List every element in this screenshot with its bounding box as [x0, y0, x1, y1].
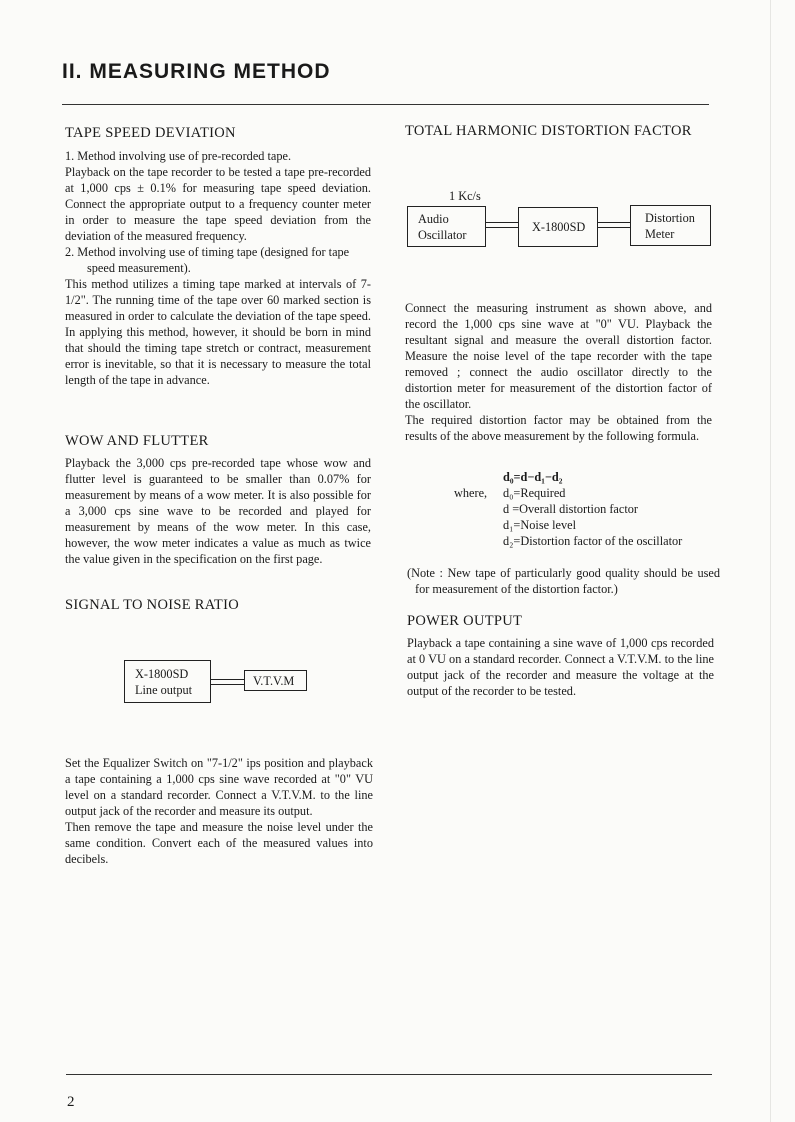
thd-para2: The required distortion factor may be obtained from the results of the above measurement by the following formula.: [405, 413, 712, 443]
thd-connector-left: [486, 222, 518, 228]
tape-speed-item1: 1. Method involving use of pre-recorded tape.: [65, 149, 292, 163]
snr-meter-box: [244, 670, 307, 691]
thd-body: [405, 300, 712, 444]
tape-speed-heading: TAPE SPEED DEVIATION: [65, 125, 236, 141]
thd-meter-line1: Distortion: [645, 210, 695, 225]
tape-speed-item2: 2. Method involving use of timing tape (designed for tape speed measurement).: [65, 245, 350, 275]
thd-frequency-label: 1 Kc/s: [449, 189, 481, 203]
formula-equation: d₀=d−d₁−d₂: [503, 470, 563, 484]
snr-body: [65, 755, 373, 867]
snr-source-line1: X-1800SD: [135, 666, 189, 681]
bottom-rule: [66, 1074, 712, 1075]
snr-meter-label: V.T.V.M: [253, 673, 295, 688]
power-output-para: Playback a tape containing a sine wave of 1,000 cps recorded at 0 VU on a standard recorder. Connect a V.T.V.M. to the line output jack of the recorder and measure the voltage at the output of the recorder to be tested.: [407, 636, 714, 698]
thd-device-box: [518, 207, 598, 247]
tape-speed-para1: Playback on the tape recorder to be tested a tape pre-recorded at 1,000 cps ± 0.1% for measuring tape speed deviation. Connect the appropriate output to a frequency counter meter in order to measure the tape speed deviation from the deviation of the measured frequency.: [65, 165, 371, 243]
power-output-heading: POWER OUTPUT: [407, 613, 523, 629]
tape-speed-para2: This method utilizes a timing tape marked at intervals of 7-1/2". The running time of the tape over 60 marked section is measured in order to calculate the deviation of the tape speed. In applying this method, however, it should be born in mind that should the timing tape stretch or contract, measurement error is inevitable, so that it is necessary to measure the total length of the tape in advance.: [65, 277, 371, 387]
snr-heading: SIGNAL TO NOISE RATIO: [65, 597, 239, 613]
formula-def1: d =Overall distortion factor: [503, 502, 638, 516]
top-rule: [62, 104, 709, 105]
thd-meter-line2: Meter: [645, 226, 675, 241]
snr-para2: Then remove the tape and measure the noise level under the same condition. Convert each of the measured values into decibels.: [65, 820, 373, 866]
snr-para1: Set the Equalizer Switch on "7-1/2" ips position and playback a tape containing a 1,000 cps sine wave recorded at "0" VU level on a standard recorder. Connect a V.T.V.M. to the line output jack of the recorder and measure its output.: [65, 756, 373, 818]
thd-meter-box: [630, 205, 711, 246]
formula-def2: d₁=Noise level: [503, 518, 577, 532]
thd-heading: TOTAL HARMONIC DISTORTION FACTOR: [405, 123, 692, 139]
thd-para1: Connect the measuring instrument as shown above, and record the 1,000 cps sine wave at "0" VU. Playback the resultant signal and measure the overall distortion factor. Measure the noise level of the tape recorder with the tape removed ; connect the audio oscillator directly to the distortion meter for measurement of the distortion factor of the oscillator.: [405, 301, 712, 411]
page-number: 2: [67, 1094, 75, 1110]
wow-flutter-heading: WOW AND FLUTTER: [65, 433, 209, 449]
snr-source-line2: Line output: [135, 682, 193, 697]
snr-connector: [211, 679, 244, 685]
thd-note: (Note : New tape of particularly good quality should be used for measurement of the distortion factor.): [407, 566, 720, 596]
thd-connector-right: [598, 222, 630, 228]
formula-def3: d₂=Distortion factor of the oscillator: [503, 534, 683, 548]
thd-oscillator-box: [407, 206, 486, 247]
wow-flutter-para: Playback the 3,000 cps pre-recorded tape whose wow and flutter level is guaranteed to be smaller than 0.07% for measurement by means of a wow meter. It is also possible for a 3,000 cps sine wave to be recorded and played for measurement by means of the wow meter. In this case, however, the wow meter indicates a value as much as twice the value given in the specification on the first page.: [65, 456, 371, 566]
thd-oscillator-line2: Oscillator: [418, 227, 467, 242]
formula-where-label: where,: [454, 486, 488, 500]
scan-edge-mark: [770, 0, 771, 1122]
formula-def0: d₀=Required: [503, 486, 566, 500]
thd-oscillator-line1: Audio: [418, 211, 449, 226]
snr-source-box: [124, 660, 211, 703]
page-title: II. MEASURING METHOD: [62, 60, 331, 83]
tape-speed-body: [65, 148, 371, 388]
thd-formula: [454, 469, 714, 549]
thd-device-label: X-1800SD: [532, 220, 586, 234]
